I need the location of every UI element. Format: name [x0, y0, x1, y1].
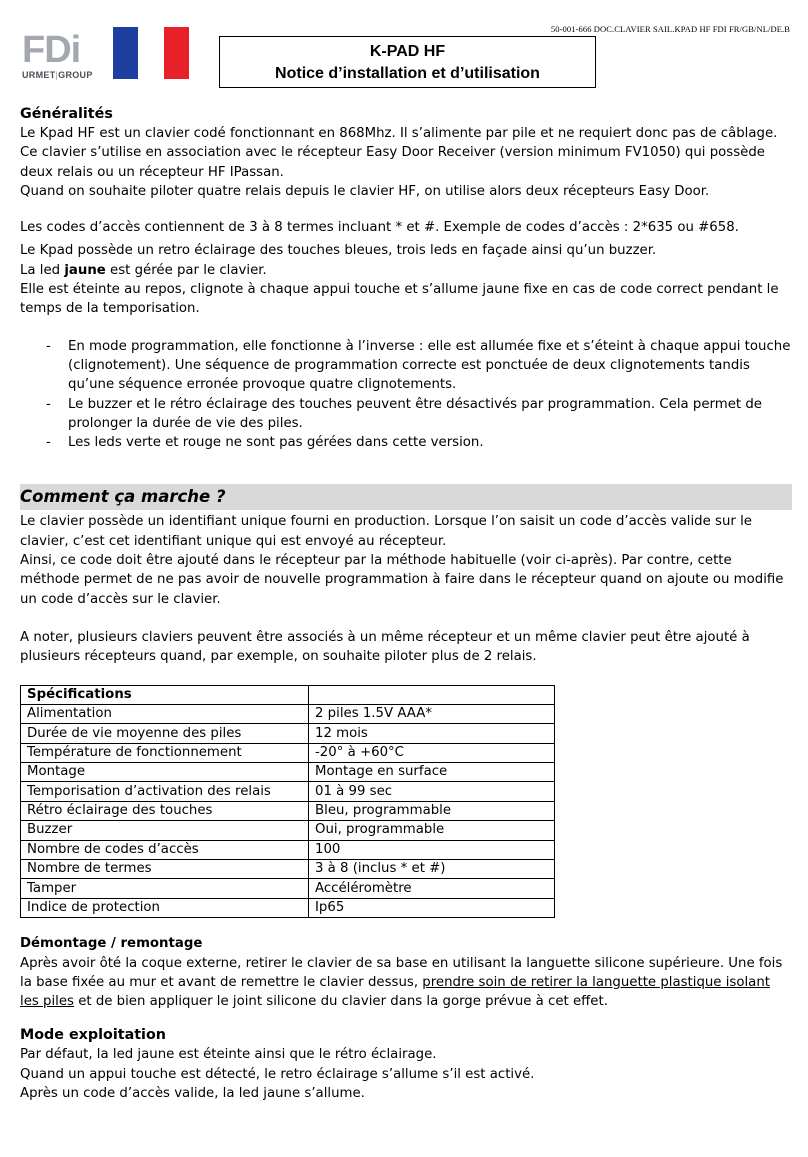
exploitation-line: Quand un appui touche est détecté, le retro éclairage s’allume s’il est activé.: [20, 1066, 535, 1082]
generalites-heading: Généralités: [20, 106, 113, 122]
list-item: - Le buzzer et le rétro éclairage des touches peuvent être désactivés par programmation. Cela permet de prolonger la durée de vie des piles.: [68, 395, 792, 434]
table-row: Nombre de termes 3 à 8 (inclus * et #): [21, 860, 555, 879]
table-row: Temporisation d’activation des relais 01 à 99 sec: [21, 782, 555, 801]
flag-red-stripe: [164, 27, 189, 79]
generalites-p6: La led jaune est gérée par le clavier.: [20, 262, 267, 278]
generalites-p1: Le Kpad HF est un clavier codé fonctionnant en 868Mhz. Il s’alimente par pile et ne requiert donc pas de câblage.: [20, 126, 778, 141]
french-flag-icon: [113, 27, 189, 79]
table-cell: [309, 685, 555, 704]
table-header-row: [21, 685, 555, 704]
table-row: Buzzer Oui, programmable: [21, 821, 555, 840]
flag-white-stripe: [138, 27, 163, 79]
exploitation-heading: Mode exploitation: [20, 1027, 166, 1044]
comment-section-heading: Comment ça marche ?: [20, 484, 792, 510]
list-item: - En mode programmation, elle fonctionne à l’inverse : elle est allumée fixe et s’éteint à chaque appui touche (clignotement). Une séquence de programmation correcte est ponctuée de deux clignotements tandis qu’une séquence erronée provoque quatre clignotements.: [68, 337, 792, 395]
generalites-p7: Elle est éteinte au repos, clignote à chaque appui touche et s’allume jaune fixe en cas de code correct pendant le temps de la temporisation.: [20, 282, 779, 317]
table-row: Indice de protection Ip65: [21, 898, 555, 917]
led-color-emphasis: jaune: [64, 262, 106, 278]
product-title: K-PAD HF: [369, 43, 446, 60]
table-row: Nombre de codes d’accès 100: [21, 840, 555, 859]
table-row: Durée de vie moyenne des piles 12 mois: [21, 724, 555, 743]
document-subtitle: Notice d’installation et d’utilisation: [275, 65, 540, 82]
flag-blue-stripe: [113, 27, 138, 79]
list-item: - Les leds verte et rouge ne sont pas gérées dans cette version.: [68, 433, 792, 452]
table-row: Température de fonctionnement -20° à +60°C: [21, 743, 555, 762]
table-row: Rétro éclairage des touches Bleu, programmable: [21, 801, 555, 820]
document-title-box: [219, 36, 596, 88]
generalites-p5: Le Kpad possède un retro éclairage des touches bleues, trois leds en façade ainsi qu’un buzzer.: [20, 243, 657, 259]
led-behaviour-list: [20, 337, 792, 453]
table-row: Alimentation 2 piles 1.5V AAA*: [21, 704, 555, 723]
fdi-urmet-logo: [22, 29, 104, 82]
table-row: Montage Montage en surface: [21, 763, 555, 782]
exploitation-line: Par défaut, la led jaune est éteinte ainsi que le rétro éclairage.: [20, 1047, 437, 1063]
generalites-p3: Quand on souhaite piloter quatre relais depuis le clavier HF, on utilise alors deux récepteurs Easy Door.: [20, 183, 710, 199]
demontage-heading: Démontage / remontage: [20, 936, 203, 952]
logo-wordmark: FDi: [22, 29, 81, 71]
demontage-text: Après avoir ôté la coque externe, retirer le clavier de sa base en utilisant la languette silicone supérieure. Une fois la base fixée au mur et avant de remettre le clavier dessus, prendre soin de retirer la languette plastique isolant les piles et de bien appliquer le joint silicone du clavier dans la gorge prévue à cet effet.: [20, 955, 783, 1010]
document-body: [20, 104, 792, 1103]
exploitation-line: Après un code d’accès valide, la led jaune s’allume.: [20, 1086, 365, 1101]
battery-tab-warning: prendre soin de retirer la languette plastique isolant les piles: [20, 974, 770, 1010]
logo-subline: URMET|GROUP: [22, 70, 93, 80]
comment-p3: A noter, plusieurs claviers peuvent être associés à un même récepteur et un même clavier peut être ajouté à plusieurs récepteurs quand, par exemple, on souhaite piloter plus de 2 relais.: [20, 629, 750, 665]
specifications-table: [20, 685, 555, 919]
comment-p2: Ainsi, ce code doit être ajouté dans le récepteur par la méthode habituelle (voir ci-après). Par contre, cette méthode permet de ne pas avoir de nouvelle programmation à faire dans le récepteur quand on ajoute ou modifie un code d’accès sur le clavier.: [20, 553, 784, 607]
generalites-p2: Ce clavier s’utilise en association avec le récepteur Easy Door Receiver (version minimum FV1050) qui possède deux relais ou un récepteur HF IPassan.: [20, 145, 765, 180]
document-reference: 50-001-666 DOC.CLAVIER SAIL.KPAD HF FDI FR/GB/NL/DE.B: [550, 24, 790, 34]
specifications-header: Spécifications: [21, 685, 309, 704]
generalites-p4: Les codes d’accès contiennent de 3 à 8 termes incluant * et #. Exemple de codes d’accès : 2*635 ou #658.: [20, 220, 739, 236]
table-row: Tamper Accéléromètre: [21, 879, 555, 898]
comment-p1: Le clavier possède un identifiant unique fourni en production. Lorsque l’on saisit un code d’accès valide sur le clavier, c’est cet identifiant unique qui est envoyé au récepteur.: [20, 514, 752, 549]
